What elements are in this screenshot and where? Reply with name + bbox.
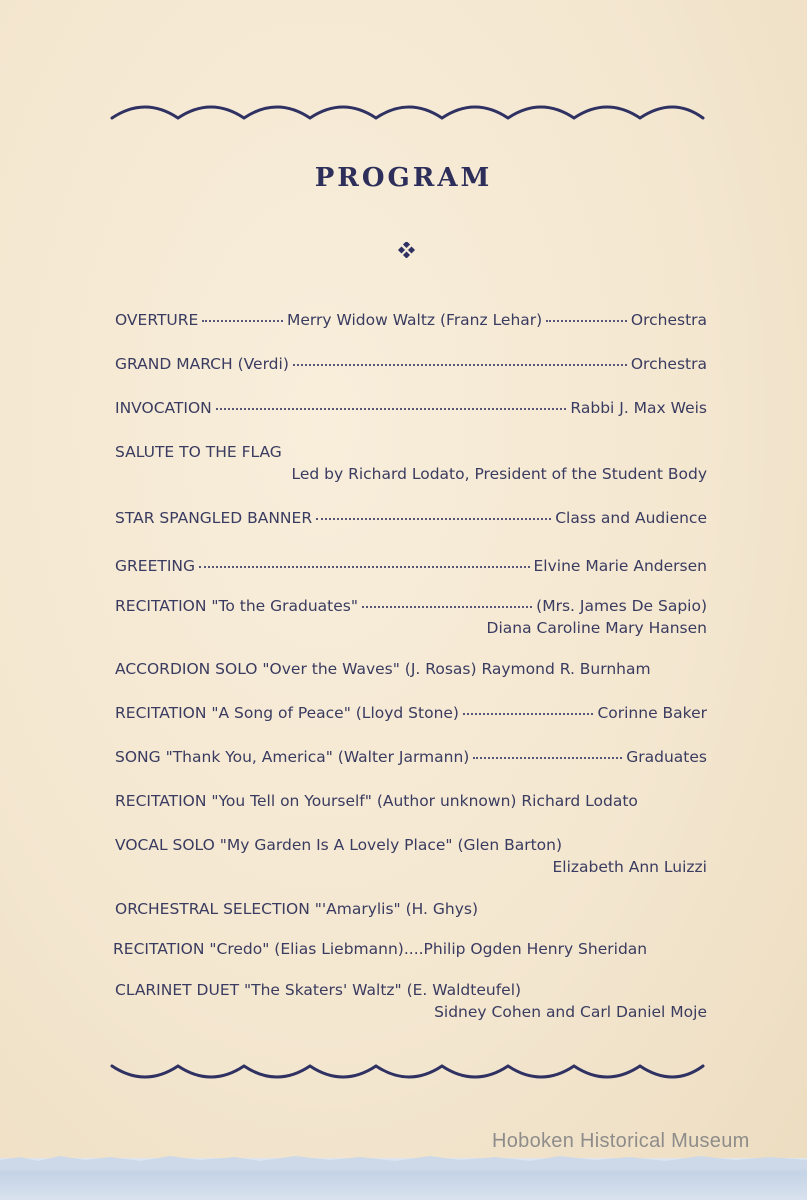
program-item-vocal-solo [115, 836, 707, 858]
program-item-greeting [115, 557, 707, 579]
item-label: ORCHESTRAL SELECTION "'Amarylis" (H. Ghys) [115, 900, 479, 918]
page-title: PROGRAM [314, 163, 493, 193]
item-label: RECITATION "A Song of Peace" (Lloyd Stone) [115, 704, 459, 722]
item-detail: Led by Richard Lodato, President of the Student Body [291, 465, 707, 483]
program-item-recitation-credo [113, 940, 705, 962]
dot-leader [546, 320, 627, 322]
item-label: GREETING [115, 557, 196, 575]
item-performer: Graduates [626, 748, 707, 766]
program-item-anthem [115, 509, 707, 531]
dot-leader [216, 408, 567, 410]
item-performer: Corinne Baker [597, 704, 707, 722]
program-item-accordion [115, 660, 707, 682]
dot-leader [473, 757, 622, 759]
item-label: SONG "Thank You, America" (Walter Jarmann) [115, 748, 470, 766]
dot-leader [316, 518, 551, 520]
program-item-song [115, 748, 707, 770]
item-label: RECITATION "You Tell on Yourself" (Author unknown) Richard Lodato [115, 792, 638, 810]
item-label: INVOCATION [115, 399, 212, 417]
dot-leader [202, 320, 283, 322]
item-performer: Orchestra [630, 355, 707, 373]
item-label: CLARINET DUET "The Skaters' Waltz" (E. Waldteufel) [115, 981, 522, 999]
item-performer: (Mrs. James De Sapio) [536, 597, 707, 615]
item-label: ACCORDION SOLO "Over the Waves" (J. Rosas) Raymond R. Burnham [115, 660, 651, 678]
item-label: VOCAL SOLO "My Garden Is A Lovely Place" (Glen Barton) [115, 836, 563, 854]
item-label: RECITATION "To the Graduates" [115, 597, 358, 615]
item-performer: Orchestra [630, 311, 708, 329]
program-item-recitation-peace [115, 704, 707, 726]
item-label: SALUTE TO THE FLAG [115, 443, 282, 461]
scallop-border-bottom-icon [110, 1062, 705, 1084]
item-label: STAR SPANGLED BANNER [115, 509, 313, 527]
item-detail: Diana Caroline Mary Hansen [486, 619, 707, 637]
item-piece: Merry Widow Waltz (Franz Lehar) [287, 311, 543, 329]
program-item-clarinet [115, 981, 707, 1003]
item-label: GRAND MARCH (Verdi) [115, 355, 289, 373]
museum-watermark: Hoboken Historical Museum [492, 1130, 750, 1152]
item-label: OVERTURE [115, 311, 199, 329]
dot-leader [199, 566, 529, 568]
dot-leader [293, 364, 627, 366]
dot-leader [362, 606, 532, 608]
program-item-recitation-yourself [115, 792, 707, 814]
program-item-invocation [115, 399, 707, 421]
item-performer: Class and Audience [555, 509, 707, 527]
item-performer: Rabbi J. Max Weis [570, 399, 707, 417]
dot-leader [463, 713, 593, 715]
item-detail: Elizabeth Ann Luizzi [552, 858, 707, 876]
program-item-recitation-graduates [115, 597, 707, 619]
program-item-salute [115, 443, 707, 465]
program-item-overture [115, 311, 707, 333]
program-item-orchestral [115, 900, 707, 922]
program-item-grand-march [115, 355, 707, 377]
item-label: RECITATION "Credo" (Elias Liebmann)....Philip Ogden Henry Sheridan [113, 940, 648, 958]
item-performer: Elvine Marie Andersen [533, 557, 707, 575]
item-detail: Sidney Cohen and Carl Daniel Moje [434, 1003, 707, 1021]
